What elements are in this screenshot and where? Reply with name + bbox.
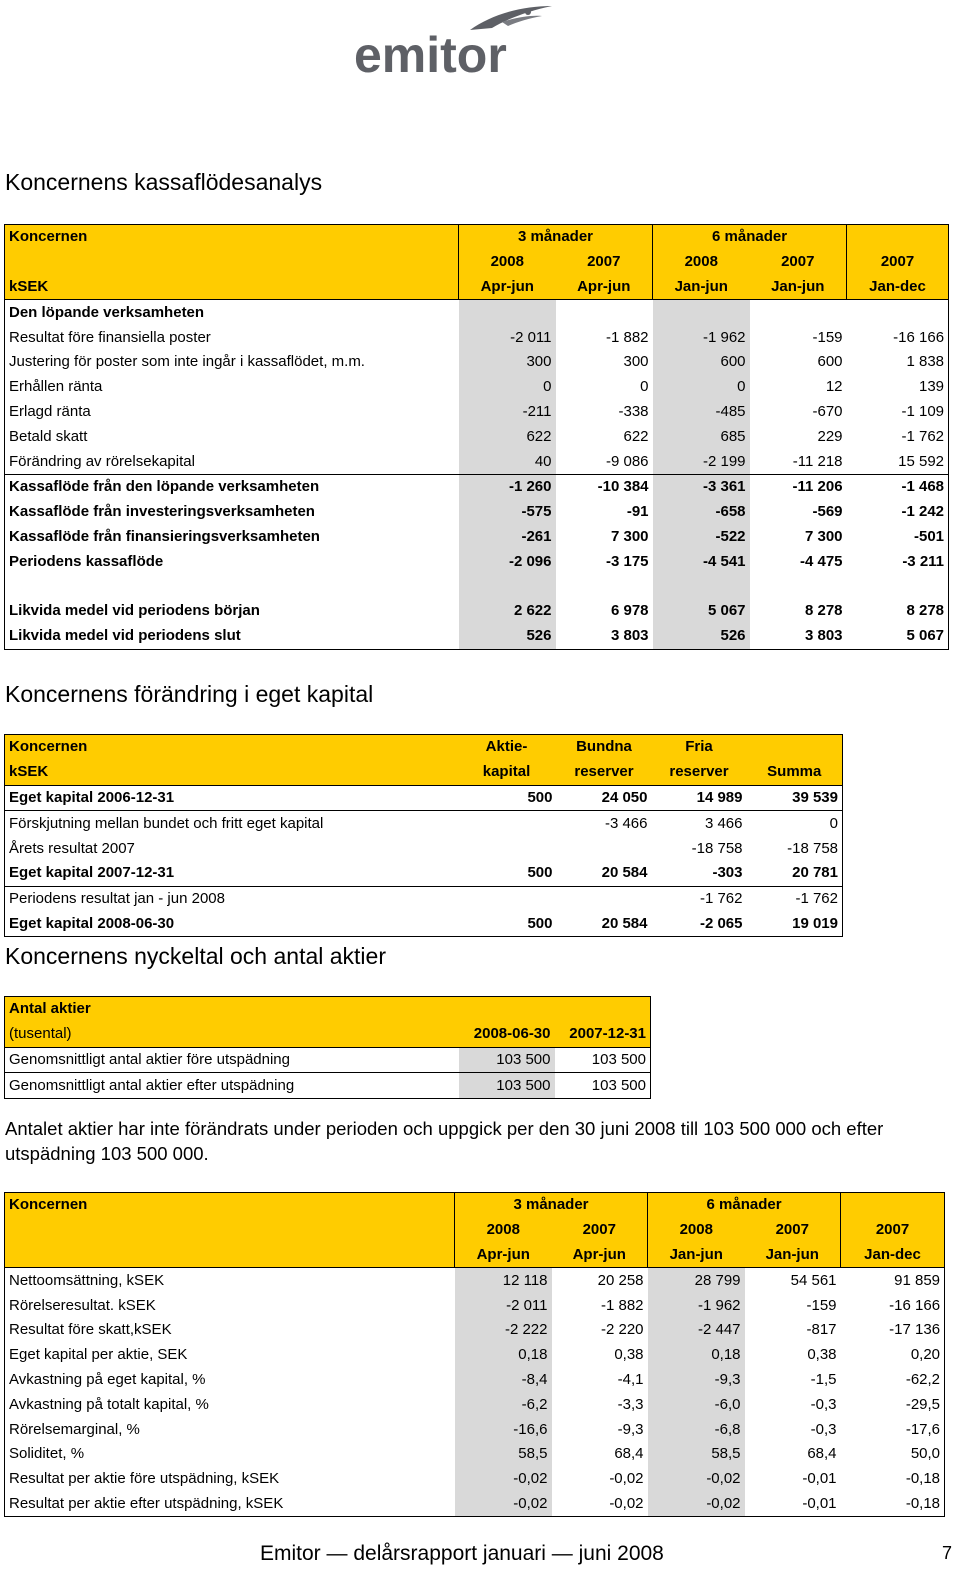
value-cell: 0	[747, 811, 843, 836]
value-cell: -3,3	[617, 1395, 644, 1413]
value-cell: -16,6	[455, 1417, 552, 1442]
value-cell: 15 592	[847, 449, 949, 474]
row-label: Eget kapital 2007-12-31	[5, 861, 457, 886]
row-label: Likvida medel vid periodens början	[5, 599, 459, 624]
value-cell: -1,5	[810, 1370, 837, 1388]
group-label: Koncernen	[5, 735, 457, 760]
value-cell: 0,18	[455, 1343, 552, 1368]
value-cell: -1 762	[699, 890, 743, 908]
value-cell: 600	[817, 353, 843, 371]
value-cell: -159	[812, 328, 843, 346]
keyfigure-row	[5, 1318, 945, 1343]
value-cell: -0,18	[841, 1467, 945, 1492]
year-header: 2008	[648, 1218, 745, 1243]
value-cell: 2 622	[459, 599, 556, 624]
value-cell: 20 584	[557, 861, 652, 886]
range-header: Apr-jun	[556, 275, 653, 300]
value-cell: -0,02	[552, 1492, 648, 1517]
empty-header-cell	[841, 1193, 945, 1218]
value-cell: -2 447	[648, 1318, 745, 1343]
value-cell: 622	[459, 424, 556, 449]
value-cell: -1 762	[847, 424, 949, 449]
period-6m-label: 6 månader	[653, 225, 847, 250]
value-cell	[557, 836, 652, 861]
value-cell: -1 762	[747, 886, 843, 911]
year-header: 2007	[556, 250, 653, 275]
header-row	[5, 1218, 945, 1243]
data-row	[5, 350, 949, 375]
value-cell: 7 300	[804, 527, 843, 545]
value-cell: 58,5	[455, 1442, 552, 1467]
row-label: Årets resultat 2007	[5, 836, 457, 861]
equity-row	[5, 785, 843, 811]
footer-text: Emitor — delårsrapport januari — juni 2008	[260, 1542, 664, 1565]
header-row	[5, 997, 651, 1022]
value-cell: -6,8	[648, 1417, 745, 1442]
value-cell: 103 500	[555, 1047, 651, 1073]
value-cell: 300	[459, 350, 556, 375]
value-cell: 0	[640, 378, 649, 396]
empty-header-cell	[5, 250, 459, 275]
value-cell: -485	[653, 400, 750, 425]
value-cell: 500	[457, 785, 557, 811]
shares-note: Antalet aktier har inte förändrats under perioden och uppgick per den 30 juni 2008 till 103 500 000 och efter utspädning 103 500 000.	[5, 1118, 884, 1164]
shares-row	[5, 1073, 651, 1099]
keyfigure-row	[5, 1392, 945, 1417]
group-label: Koncernen	[5, 1193, 455, 1218]
empty-header-cell	[555, 997, 651, 1022]
header-row	[5, 1022, 651, 1047]
value-cell: -1 468	[847, 474, 949, 499]
value-cell: -1 882	[605, 328, 649, 346]
row-label: Eget kapital 2006-12-31	[5, 785, 457, 811]
value-cell: 500	[457, 912, 557, 937]
header-row	[5, 1193, 945, 1218]
value-cell: -9,3	[617, 1420, 644, 1438]
shares-unit: (tusental)	[5, 1022, 459, 1047]
value-cell: -0,02	[648, 1492, 745, 1517]
value-cell: -575	[459, 500, 556, 525]
cashflow-table	[4, 224, 949, 650]
empty-header-cell	[459, 997, 555, 1022]
equity-row	[5, 912, 843, 937]
column-header: kapital	[457, 760, 557, 785]
empty-cell	[750, 574, 847, 599]
value-cell: -2 011	[459, 325, 556, 350]
value-cell: -211	[459, 400, 556, 425]
value-cell: -338	[618, 402, 649, 420]
data-row	[5, 325, 949, 350]
date-header: 2008-06-30	[459, 1022, 555, 1047]
value-cell: 0,18	[648, 1343, 745, 1368]
value-cell: -0,01	[802, 1470, 837, 1488]
row-label: Rörelsemarginal, %	[5, 1417, 455, 1442]
logo-wordmark: emitor	[354, 27, 507, 83]
value-cell: -0,18	[841, 1492, 945, 1517]
row-label: Nettoomsättning, kSEK	[5, 1268, 455, 1293]
value-cell: 103 500	[555, 1073, 651, 1099]
value-cell: 500	[457, 861, 557, 886]
total-row	[5, 474, 949, 499]
value-cell: -11 218	[750, 449, 847, 474]
column-header: Aktie-	[457, 735, 557, 760]
year-header: 2007	[847, 250, 949, 275]
empty-cell	[847, 300, 949, 325]
value-cell	[457, 811, 557, 836]
row-label: Erhållen ränta	[5, 375, 459, 400]
row-label: Rörelseresultat. kSEK	[5, 1293, 455, 1318]
year-header: 2008	[459, 250, 556, 275]
value-cell: -11 206	[792, 478, 843, 496]
row-label: Genomsnittligt antal aktier efter utspädning	[5, 1073, 459, 1099]
range-header: Apr-jun	[552, 1243, 648, 1268]
value-cell: 3 803	[556, 624, 653, 649]
row-label: Genomsnittligt antal aktier före utspädning	[5, 1047, 459, 1073]
value-cell: -18 758	[691, 839, 743, 857]
header-row	[5, 760, 843, 785]
value-cell: -3 466	[604, 814, 648, 832]
cash-row	[5, 624, 949, 649]
value-cell	[457, 886, 557, 911]
row-label: Periodens resultat jan - jun 2008	[5, 886, 457, 911]
value-cell: 40	[459, 449, 556, 474]
value-cell: -29,5	[841, 1392, 945, 1417]
empty-header-cell	[5, 1218, 455, 1243]
equity-row	[5, 836, 843, 861]
value-cell: -0,01	[745, 1492, 841, 1517]
value-cell: -2 096	[459, 549, 556, 574]
empty-cell	[653, 300, 750, 325]
value-cell: 6 978	[610, 602, 649, 620]
value-cell: -17,6	[841, 1417, 945, 1442]
value-cell: 19 019	[747, 912, 843, 937]
value-cell: -10 384	[597, 478, 649, 496]
value-cell: 685	[653, 424, 750, 449]
row-label: Resultat före skatt,kSEK	[5, 1318, 455, 1343]
value-cell: 20 258	[597, 1271, 644, 1289]
range-header: Apr-jun	[459, 275, 556, 300]
value-cell: 54 561	[790, 1271, 837, 1289]
value-cell: -817	[806, 1321, 837, 1339]
year-header: 2007	[750, 250, 847, 275]
equity-row	[5, 861, 843, 886]
empty-header-cell	[5, 1243, 455, 1268]
value-cell: -9,3	[648, 1368, 745, 1393]
data-row	[5, 400, 949, 425]
header-row	[5, 225, 949, 250]
value-cell: 526	[459, 624, 556, 649]
value-cell: -9 086	[556, 449, 653, 474]
row-label: Betald skatt	[5, 424, 459, 449]
column-header: reserver	[652, 760, 747, 785]
data-row	[5, 375, 949, 400]
value-cell: 39 539	[747, 785, 843, 811]
value-cell: 8 278	[847, 599, 949, 624]
value-cell: -0,02	[609, 1470, 644, 1488]
cash-row	[5, 599, 949, 624]
value-cell: 28 799	[648, 1268, 745, 1293]
value-cell: -2 199	[653, 449, 750, 474]
total-row	[5, 525, 949, 550]
range-header: Jan-jun	[750, 275, 847, 300]
row-label: Förskjutning mellan bundet och fritt eget kapital	[5, 811, 457, 836]
group-label: Koncernen	[5, 225, 459, 250]
value-cell: 0,38	[614, 1346, 644, 1364]
value-cell: -1 242	[847, 500, 949, 525]
keyfigure-row	[5, 1368, 945, 1393]
value-cell: 68,4	[807, 1445, 837, 1463]
row-label: Eget kapital 2008-06-30	[5, 912, 457, 937]
range-header: Apr-jun	[455, 1243, 552, 1268]
value-cell: 20 584	[557, 912, 652, 937]
year-header: 2008	[653, 250, 750, 275]
value-cell: -159	[806, 1296, 837, 1314]
value-cell: -522	[653, 525, 750, 550]
header-row	[5, 250, 949, 275]
period-6m-label: 6 månader	[648, 1193, 841, 1218]
value-cell: 600	[653, 350, 750, 375]
value-cell: 0,20	[841, 1343, 945, 1368]
value-cell: -4,1	[617, 1370, 644, 1388]
value-cell: -3 211	[847, 549, 949, 574]
empty-cell	[556, 574, 653, 599]
value-cell: -4 541	[653, 549, 750, 574]
empty-cell	[5, 574, 459, 599]
row-label: Soliditet, %	[5, 1442, 455, 1467]
keyfigure-row	[5, 1442, 945, 1467]
range-header: Jan-jun	[745, 1243, 841, 1268]
value-cell: 14 989	[652, 785, 747, 811]
shares-header: Antal aktier	[5, 997, 459, 1022]
empty-header-cell	[847, 225, 949, 250]
header-row	[5, 275, 949, 300]
value-cell: -0,02	[455, 1492, 552, 1517]
empty-cell	[847, 574, 949, 599]
date-header: 2007-12-31	[555, 1022, 651, 1047]
value-cell: -0,3	[810, 1420, 837, 1438]
value-cell: -17 136	[841, 1318, 945, 1343]
value-cell: 7 300	[610, 527, 649, 545]
empty-cell	[653, 574, 750, 599]
column-header: Fria	[652, 735, 747, 760]
empty-cell	[750, 300, 847, 325]
period-3m-label: 3 månader	[455, 1193, 648, 1218]
row-label: Resultat före finansiella poster	[5, 325, 459, 350]
value-cell: 5 067	[847, 624, 949, 649]
data-row	[5, 449, 949, 474]
equity-row	[5, 811, 843, 836]
year-header: 2007	[745, 1218, 841, 1243]
row-label: Eget kapital per aktie, SEK	[5, 1343, 455, 1368]
value-cell: 20 781	[747, 861, 843, 886]
row-label: Avkastning på eget kapital, %	[5, 1368, 455, 1393]
row-label: Kassaflöde från investeringsverksamheten	[5, 500, 459, 525]
equity-row	[5, 886, 843, 911]
value-cell: -6,0	[648, 1392, 745, 1417]
value-cell: 103 500	[459, 1073, 555, 1099]
value-cell: 3 803	[750, 624, 847, 649]
range-header: Jan-dec	[841, 1243, 945, 1268]
value-cell: 1 838	[847, 350, 949, 375]
row-label: Kassaflöde från finansieringsverksamheten	[5, 525, 459, 550]
year-header: 2007	[552, 1218, 648, 1243]
value-cell: -18 758	[747, 836, 843, 861]
value-cell: 622	[623, 427, 649, 445]
value-cell: 91 859	[841, 1268, 945, 1293]
value-cell: -1 962	[648, 1293, 745, 1318]
row-label: Likvida medel vid periodens slut	[5, 624, 459, 649]
value-cell: 12	[825, 378, 843, 396]
value-cell: 12 118	[455, 1268, 552, 1293]
section-label: Den löpande verksamheten	[5, 300, 459, 325]
keyfigure-row	[5, 1417, 945, 1442]
empty-cell	[459, 574, 556, 599]
equity-title: Koncernens förändring i eget kapital	[5, 681, 374, 707]
value-cell: -6,2	[455, 1392, 552, 1417]
unit-label: kSEK	[5, 275, 459, 300]
empty-cell	[459, 300, 556, 325]
value-cell	[557, 886, 652, 911]
value-cell: -0,02	[455, 1467, 552, 1492]
value-cell: -0,3	[810, 1395, 837, 1413]
row-label: Resultat per aktie efter utspädning, kSEK	[5, 1492, 455, 1517]
year-header: 2008	[455, 1218, 552, 1243]
keyfigure-row	[5, 1343, 945, 1368]
value-cell: -261	[459, 525, 556, 550]
value-cell: -2 220	[600, 1321, 644, 1339]
row-label: Resultat per aktie före utspädning, kSEK	[5, 1467, 455, 1492]
row-label: Justering för poster som inte ingår i kassaflödet, m.m.	[5, 350, 459, 375]
row-label: Avkastning på totalt kapital, %	[5, 1392, 455, 1417]
keyfigure-row	[5, 1492, 945, 1517]
column-header: Bundna	[557, 735, 652, 760]
value-cell: 0	[653, 375, 750, 400]
value-cell: -16 166	[841, 1293, 945, 1318]
year-header: 2007	[841, 1218, 945, 1243]
range-header: Jan-jun	[648, 1243, 745, 1268]
value-cell: -3 361	[653, 474, 750, 499]
value-cell: 300	[623, 353, 649, 371]
equity-table	[4, 734, 843, 937]
value-cell: -658	[653, 500, 750, 525]
unit-label: kSEK	[5, 760, 457, 785]
value-cell: -2 222	[455, 1318, 552, 1343]
value-cell: 58,5	[648, 1442, 745, 1467]
value-cell: -1 882	[600, 1296, 644, 1314]
cashflow-title: Koncernens kassaflödesanalys	[5, 169, 323, 195]
value-cell: -8,4	[455, 1368, 552, 1393]
shares-row	[5, 1047, 651, 1073]
value-cell: -569	[812, 503, 843, 521]
page-number: 7	[942, 1543, 953, 1563]
value-cell: -3 175	[605, 552, 649, 570]
row-label: Förändring av rörelsekapital	[5, 449, 459, 474]
period-3m-label: 3 månader	[459, 225, 653, 250]
value-cell: 0,38	[807, 1346, 837, 1364]
value-cell: -91	[626, 503, 649, 521]
value-cell: -670	[812, 402, 843, 420]
keyfigure-row	[5, 1293, 945, 1318]
value-cell: -501	[847, 525, 949, 550]
header-row	[5, 1243, 945, 1268]
value-cell: 229	[817, 427, 843, 445]
column-header: reserver	[557, 760, 652, 785]
value-cell: -303	[652, 861, 747, 886]
value-cell: 526	[653, 624, 750, 649]
column-header: Summa	[747, 760, 843, 785]
value-cell: -2 011	[455, 1293, 552, 1318]
value-cell: -0,02	[648, 1467, 745, 1492]
shares-table	[4, 996, 651, 1099]
keyfigure-row	[5, 1268, 945, 1293]
value-cell: 0	[459, 375, 556, 400]
value-cell: 3 466	[704, 814, 743, 832]
row-label: Periodens kassaflöde	[5, 549, 459, 574]
value-cell: 5 067	[653, 599, 750, 624]
value-cell: 103 500	[459, 1047, 555, 1073]
value-cell: -62,2	[841, 1368, 945, 1393]
emitor-logo	[352, 0, 582, 85]
data-row	[5, 424, 949, 449]
value-cell: 8 278	[804, 602, 843, 620]
value-cell: -1 962	[653, 325, 750, 350]
value-cell: 139	[847, 375, 949, 400]
total-row	[5, 500, 949, 525]
spacer-row	[5, 574, 949, 599]
empty-cell	[556, 300, 653, 325]
keyfigures-title: Koncernens nyckeltal och antal aktier	[5, 943, 386, 969]
value-cell: -2 065	[652, 912, 747, 937]
value-cell: 24 050	[557, 785, 652, 811]
value-cell: -16 166	[847, 325, 949, 350]
value-cell: -1 109	[847, 400, 949, 425]
range-header: Jan-jun	[653, 275, 750, 300]
keyfigures-table	[4, 1192, 945, 1517]
total-row	[5, 549, 949, 574]
range-header: Jan-dec	[847, 275, 949, 300]
header-row	[5, 735, 843, 760]
value-cell: 50,0	[841, 1442, 945, 1467]
section-row	[5, 300, 949, 325]
value-cell	[457, 836, 557, 861]
value-cell: 68,4	[614, 1445, 644, 1463]
keyfigure-row	[5, 1467, 945, 1492]
row-label: Erlagd ränta	[5, 400, 459, 425]
value-cell: -4 475	[799, 552, 843, 570]
value-cell: -1 260	[459, 474, 556, 499]
column-header	[747, 735, 843, 760]
row-label: Kassaflöde från den löpande verksamheten	[5, 474, 459, 499]
